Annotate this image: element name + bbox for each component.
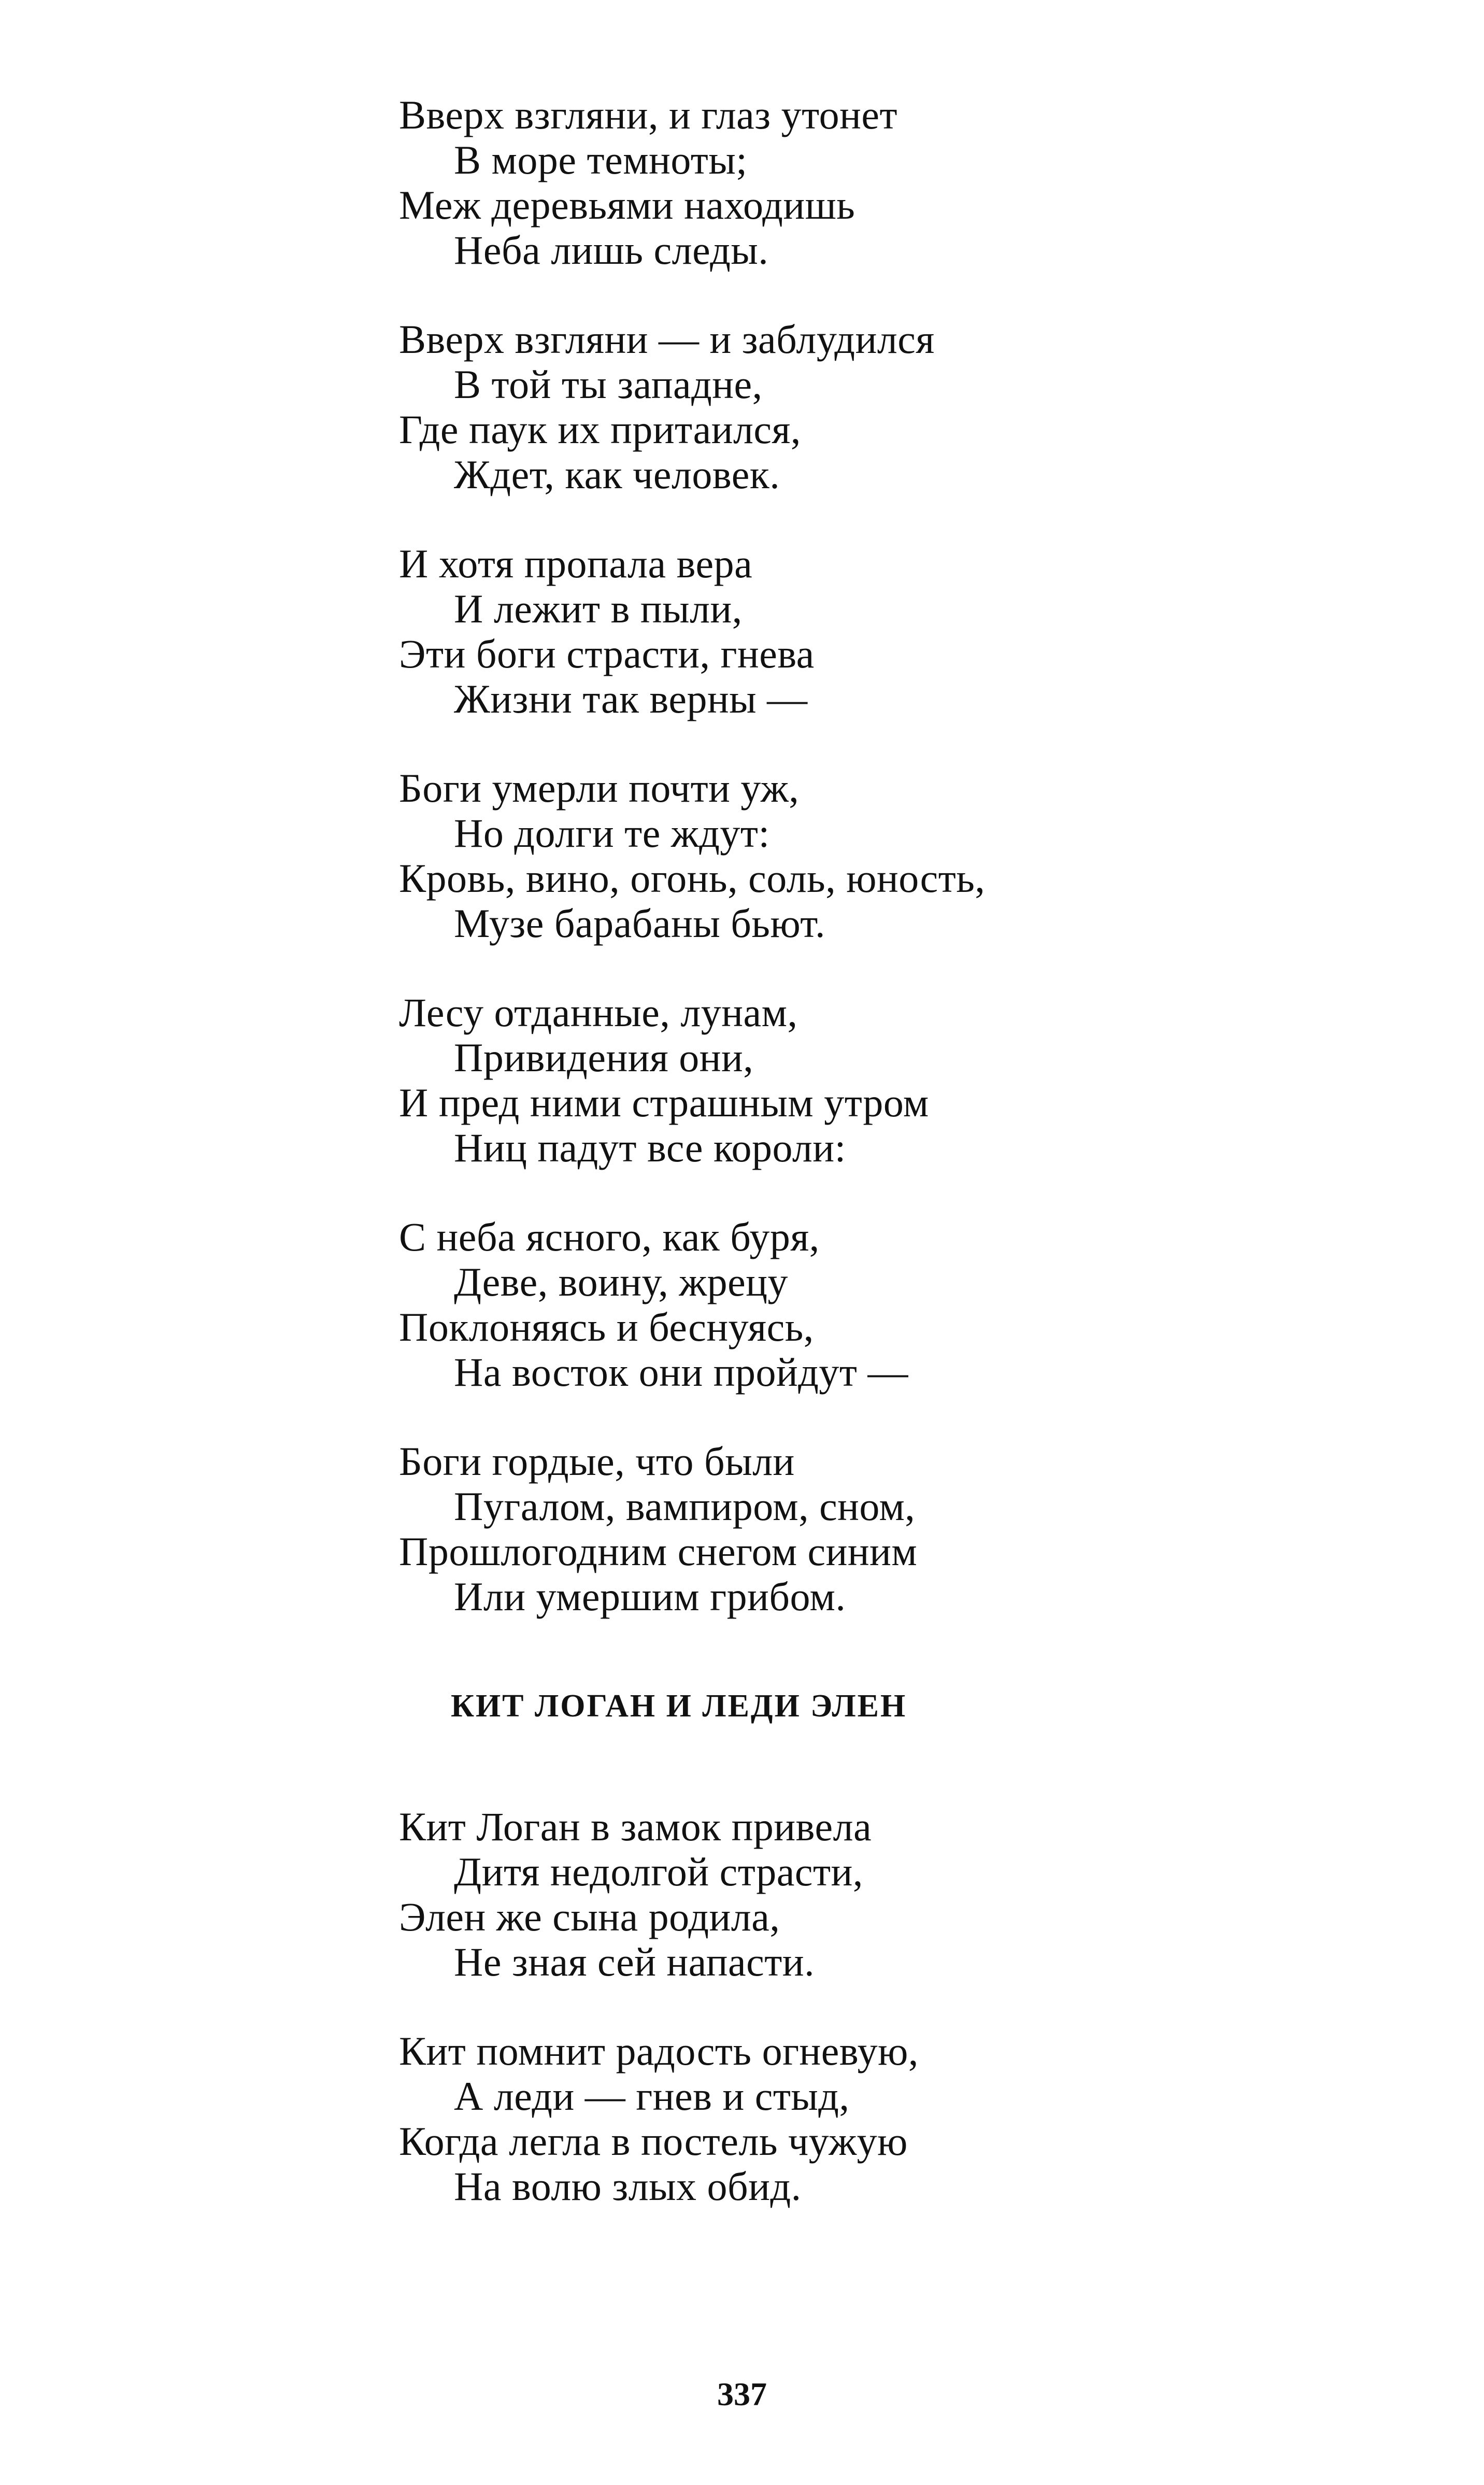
verse-line: В той ты западне, (454, 362, 763, 407)
verse-line: Музе барабаны бьют. (454, 901, 825, 946)
verse-line: Но долги те ждут: (454, 811, 770, 856)
verse-line: Кит помнит радость огневую, (399, 2028, 919, 2074)
verse-line: Деве, воину, жрецу (454, 1259, 788, 1304)
stanza (399, 92, 1280, 273)
verse-line: Или умершим грибом. (454, 1574, 846, 1619)
page-number: 337 (717, 2376, 767, 2412)
verse-line: Вверх взгляни, и глаз утонет (399, 92, 898, 137)
verse-line: Ниц падут все короли: (454, 1125, 846, 1170)
stanza (399, 1804, 1280, 1984)
verse-line: Ждет, как человек. (454, 452, 780, 497)
verse-line: Кит Логан в замок привела (399, 1804, 872, 1849)
verse-line: Где паук их притаился, (399, 407, 801, 452)
verse-line: И лежит в пыли, (454, 586, 743, 631)
verse-line: На восток они пройдут — (454, 1350, 909, 1395)
verse-line: Эти боги страсти, гнева (399, 631, 815, 676)
verse-line: И пред ними страшным утром (399, 1080, 929, 1125)
verse-line: А леди — гнев и стыд, (454, 2074, 850, 2119)
stanza (399, 1439, 1280, 1619)
stanza (399, 765, 1280, 946)
verse-line: Поклоняясь и беснуясь, (399, 1304, 814, 1350)
verse-line: Элен же сына родила, (399, 1894, 780, 1939)
stanza (399, 317, 1280, 497)
verse-line: Жизни так верны — (454, 676, 808, 721)
poem-one (399, 92, 1280, 1619)
verse-line: Пугалом, вампиром, сном, (454, 1484, 916, 1529)
verse-line: Неба лишь следы. (454, 228, 769, 273)
stanza (399, 1214, 1280, 1395)
poem-two (399, 1804, 1280, 2209)
verse-line: Кровь, вино, огонь, соль, юность, (399, 856, 986, 901)
verse-line: Вверх взгляни — и заблудился (399, 317, 935, 362)
verse-line: Прошлогодним снегом синим (399, 1529, 918, 1574)
verse-line: Лесу отданные, лунам, (399, 990, 798, 1035)
verse-line: Боги умерли почти уж, (399, 765, 800, 811)
verse-line: С неба ясного, как буря, (399, 1214, 820, 1259)
poem-title: КИТ ЛОГАН И ЛЕДИ ЭЛЕН (451, 1688, 907, 1724)
verse-line: Когда легла в постель чужую (399, 2119, 908, 2164)
stanza (399, 541, 1280, 721)
stanza (399, 990, 1280, 1170)
verse-line: В море темноты; (454, 137, 748, 182)
text-block (399, 92, 1280, 2253)
stanza (399, 2028, 1280, 2209)
verse-line: Меж деревьями находишь (399, 182, 855, 228)
verse-line: На волю злых обид. (454, 2164, 802, 2209)
verse-line: Привидения они, (454, 1035, 754, 1080)
verse-line: И хотя пропала вера (399, 541, 753, 586)
verse-line: Боги гордые, что были (399, 1439, 795, 1484)
verse-line: Не зная сей напасти. (454, 1939, 815, 1984)
verse-line: Дитя недолгой страсти, (454, 1849, 863, 1894)
